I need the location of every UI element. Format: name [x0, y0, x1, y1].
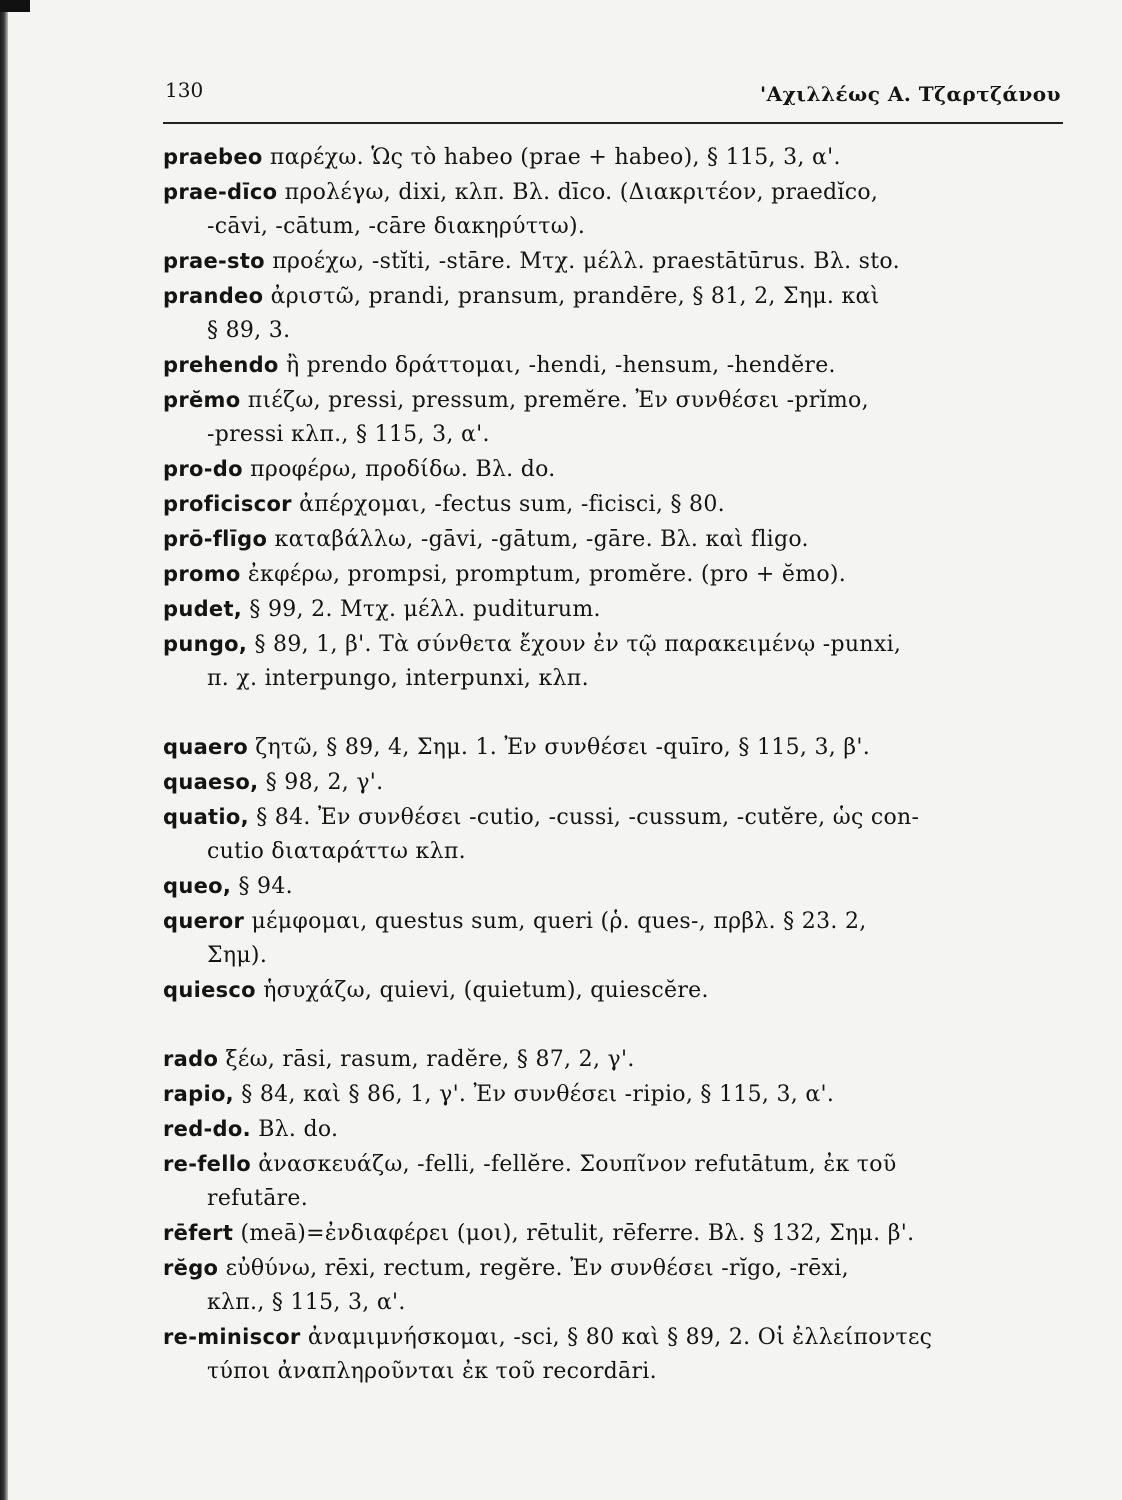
entry-definition: Βλ. do. [258, 1117, 339, 1142]
entry-headword: pro-do [163, 457, 243, 481]
entry-definition: § 98, 2, γ'. [265, 770, 384, 795]
page-corner-mark [0, 0, 30, 12]
entry-definition: ζητῶ, § 89, 4, Σημ. 1. Ἐν συνθέσει -quīro, § 115, 3, β'. [255, 735, 871, 760]
entry-definition: ἡσυχάζω, quievi, (quietum), quiescĕre. [263, 978, 709, 1003]
entry-continuation: τύποι ἀναπληροῦνται ἐκ τοῦ recordāri. [207, 1359, 657, 1384]
entry-headword: re-miniscor [163, 1325, 301, 1349]
entry-headword: rado [163, 1047, 219, 1071]
entry-headword: re-fello [163, 1152, 251, 1176]
dictionary-entry [163, 1320, 1063, 1389]
entry-definition: ἢ prendo δράττομαι, -hendi, -hensum, -hendĕre. [285, 353, 836, 378]
entry-definition: εὐθύνω, rēxi, rectum, regĕre. Ἐν συνθέσει -rĭgo, -rēxi, [225, 1256, 849, 1281]
entry-headword: prandeo [163, 284, 264, 308]
dictionary-entry [163, 1077, 1063, 1112]
entry-headword: prō-flīgo [163, 527, 268, 551]
entry-continuation: π. χ. interpungo, interpunxi, κλπ. [207, 666, 589, 691]
entry-headword: rēfert [163, 1221, 234, 1245]
entry-continuation: Σημ). [207, 943, 268, 968]
entry-definition: ἀναμιμνήσκομαι, -sci, § 80 καὶ § 89, 2. Οἱ ἐλλείποντες [307, 1325, 933, 1350]
entry-definition: § 94. [238, 874, 293, 899]
entry-continuation: cutio διαταράττω κλπ. [207, 839, 466, 864]
entry-headword: rĕgo [163, 1256, 219, 1280]
entry-headword: prehendo [163, 353, 279, 377]
dictionary-entry [163, 487, 1063, 522]
dictionary-entry [163, 904, 1063, 973]
entry-definition: ἀπέρχομαι, -fectus sum, -ficisci, § 80. [299, 492, 725, 517]
entry-headword: queo, [163, 874, 232, 898]
dictionary-entry [163, 279, 1063, 348]
entry-definition: πιέζω, pressi, pressum, premĕre. Ἐν συνθέσει -prĭmo, [247, 388, 869, 413]
entry-definition: ξέω, rāsi, rasum, radĕre, § 87, 2, γ'. [225, 1047, 635, 1072]
entry-continuation: -pressi κλπ., § 115, 3, α'. [207, 422, 490, 447]
entry-headword: quaero [163, 735, 248, 759]
dictionary-entry [163, 1147, 1063, 1216]
entry-headword: praebeo [163, 145, 263, 169]
entry-headword: quaeso, [163, 770, 259, 794]
entry-headword: prae-sto [163, 249, 265, 273]
running-title: 'Αχιλλέως Α. Τζαρτζάνου [759, 82, 1061, 106]
dictionary-entry [163, 1042, 1063, 1077]
entry-headword: prae-dīco [163, 180, 278, 204]
dictionary-entry [163, 973, 1063, 1008]
dictionary-entry [163, 592, 1063, 627]
dictionary-entry [163, 522, 1063, 557]
entry-definition: προλέγω, dixi, κλπ. Βλ. dīco. (Διακριτέον, praedĭco, [284, 180, 879, 205]
entry-definition: § 99, 2. Μτχ. μέλλ. puditurum. [249, 597, 601, 622]
page-header [163, 72, 1063, 124]
dictionary-entry [163, 765, 1063, 800]
dictionary-entry [163, 800, 1063, 869]
entry-definition: παρέχω. Ὡς τὸ habeo (prae + habeo), § 115, 3, α'. [269, 145, 841, 170]
entry-headword: queror [163, 909, 245, 933]
dictionary-entry [163, 383, 1063, 452]
entry-headword: promo [163, 562, 241, 586]
dictionary-entry [163, 1112, 1063, 1147]
dictionary-entry [163, 140, 1063, 175]
entry-continuation: κλπ., § 115, 3, α'. [207, 1290, 406, 1315]
page-number: 130 [165, 78, 204, 102]
entry-headword: red-do. [163, 1117, 251, 1141]
entry-definition: § 84. Ἐν συνθέσει -cutio, -cussi, -cussum, -cutĕre, ὡς con- [256, 805, 920, 830]
dictionary-entry [163, 452, 1063, 487]
entry-definition: προφέρω, προδίδω. Βλ. do. [250, 457, 556, 482]
dictionary-entry [163, 1216, 1063, 1251]
entry-definition: ἀριστῶ, prandi, pransum, prandēre, § 81, 2, Σημ. καὶ [270, 284, 880, 309]
letter-group-separator [163, 1008, 1063, 1042]
entry-continuation: § 89, 3. [207, 318, 291, 343]
letter-group-separator [163, 696, 1063, 730]
entry-definition: καταβάλλω, -gāvi, -gātum, -gāre. Βλ. καὶ fligo. [274, 527, 809, 552]
entry-headword: quatio, [163, 805, 249, 829]
entry-headword: pudet, [163, 597, 243, 621]
entry-definition: § 89, 1, β'. Τὰ σύνθετα ἔχουν ἐν τῷ παρακειμένῳ -punxi, [254, 632, 902, 657]
dictionary-entry [163, 1251, 1063, 1320]
dictionary-entry [163, 175, 1063, 244]
entry-headword: rapio, [163, 1082, 234, 1106]
dictionary-entry [163, 627, 1063, 696]
entry-definition: προέχω, -stĭti, -stāre. Μτχ. μέλλ. praestātūrus. Βλ. sto. [272, 249, 900, 274]
dictionary-entry [163, 730, 1063, 765]
entry-definition: ἀνασκευάζω, -felli, -fellĕre. Σουπῖνον refutātum, ἐκ τοῦ [258, 1152, 897, 1177]
entry-headword: quiesco [163, 978, 256, 1002]
dictionary-entry [163, 348, 1063, 383]
dictionary-entry [163, 869, 1063, 904]
entry-definition: § 84, καὶ § 86, 1, γ'. Ἐν συνθέσει -ripio, § 115, 3, α'. [241, 1082, 835, 1107]
entry-definition: μέμφομαι, questus sum, queri (ῥ. ques-, πρβλ. § 23. 2, [251, 909, 867, 934]
page-binding-edge [0, 0, 8, 1500]
entry-definition: ἐκφέρω, prompsi, promptum, promĕre. (pro + ĕmo). [247, 562, 847, 587]
dictionary-entry [163, 557, 1063, 592]
entry-definition: (meā)=ἐνδιαφέρει (μοι), rētulit, rēferre. Βλ. § 132, Σημ. β'. [240, 1221, 915, 1246]
entry-continuation: -cāvi, -cātum, -cāre διακηρύττω). [207, 214, 586, 239]
entry-headword: pungo, [163, 632, 248, 656]
entry-headword: prĕmo [163, 388, 241, 412]
dictionary-body [163, 140, 1063, 1389]
dictionary-entry [163, 244, 1063, 279]
entry-headword: proficiscor [163, 492, 292, 516]
entry-continuation: refutāre. [207, 1186, 309, 1211]
